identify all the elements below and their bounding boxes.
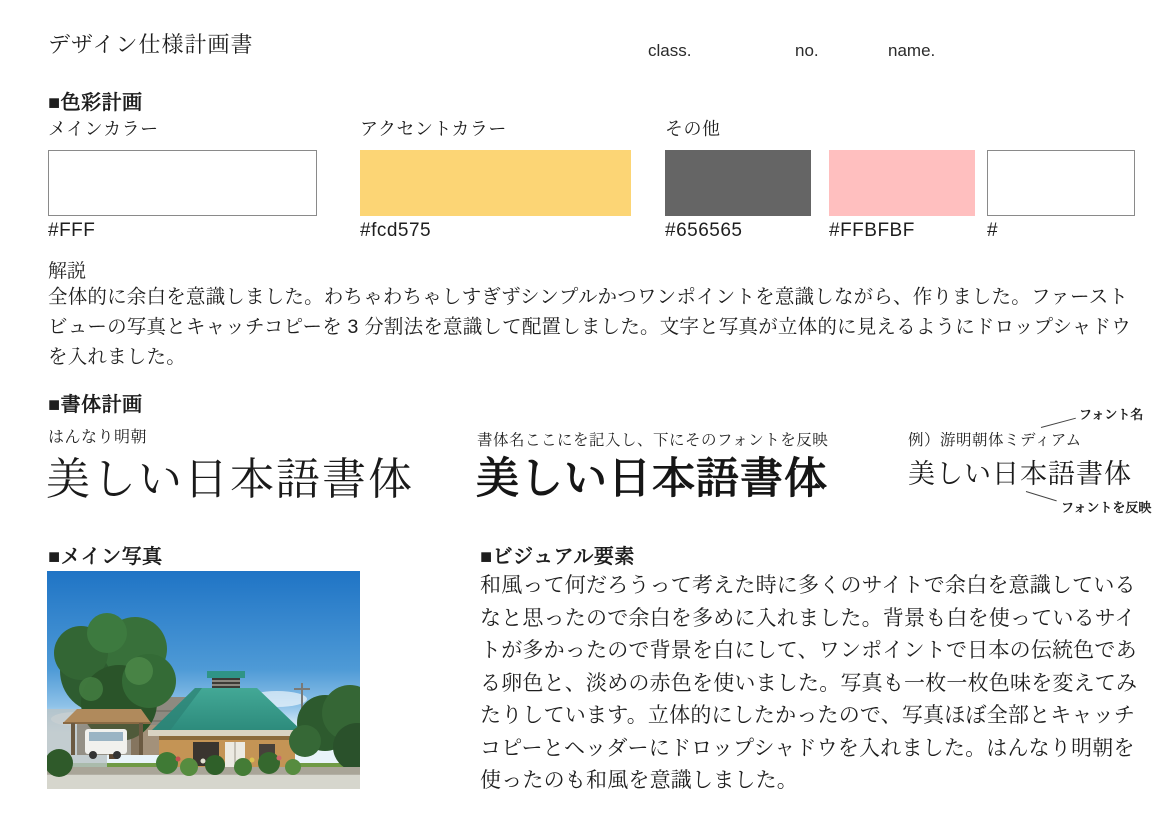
font-reflect-annotation: フォントを反映	[1061, 500, 1152, 515]
typeface-sample-3-text: 美しい日本語書体	[908, 459, 1132, 489]
main-photo	[47, 571, 360, 789]
typeface-sample-3-label: 例）游明朝体ミディアム	[908, 432, 1082, 449]
hex-label-other-2: #FFBFBF	[829, 220, 915, 241]
main-color-label: メインカラー	[48, 119, 159, 139]
typeface-sample-2-text: 美しい日本語書体	[476, 455, 828, 503]
name-field-label: name.	[888, 41, 936, 60]
color-plan-heading: ■色彩計画	[48, 92, 143, 114]
annotation-line-top	[1041, 418, 1076, 428]
other-color-label: その他	[665, 119, 721, 139]
visual-elements-body: 和風って何だろうって考えた時に多くのサイトで余白を意識しているなと思ったので余白を多めに入れました。背景も白を使っているサイトが多かったので背景を白にして、ワンポイントで日本の伝統色である卵色と、淡めの赤色を使いました。写真も一枚一枚色味を変えてみたりしています。立体的にしたかったので、写真ほぼ全部とキャッチコピーとヘッダーにドロップシャドウを入れました。はんなり明朝を使ったのも和風を意識しました。	[480, 574, 1138, 792]
hex-label-main: #FFF	[48, 220, 96, 241]
visual-elements-heading: ■ビジュアル要素	[480, 546, 635, 568]
photo-road	[47, 774, 360, 789]
color-swatch-other-1	[665, 150, 811, 216]
page-title: デザイン仕様計画書	[48, 32, 254, 57]
color-swatch-main	[48, 150, 317, 216]
annotation-line-bottom	[1026, 491, 1057, 501]
font-name-annotation: フォント名	[1079, 407, 1144, 422]
explanation-body: 全体的に余白を意識しました。わちゃわちゃしすぎずシンプルかつワンポイントを意識しながら、作りました。ファーストビューの写真とキャッチコピーを 3 分割法を意識して配置しました。文字と写真が立体的に見えるようにドロップシャドウを入れました。	[48, 286, 1131, 368]
no-field-label: no.	[795, 41, 819, 60]
main-photo-image	[47, 571, 360, 789]
color-swatch-other-3	[987, 150, 1135, 216]
explanation-heading: 解説	[48, 261, 87, 282]
class-field-label: class.	[648, 41, 692, 60]
typeface-sample-1-label: はんなり明朝	[48, 429, 148, 446]
hex-label-accent: #fcd575	[360, 220, 432, 241]
color-swatch-accent	[360, 150, 631, 216]
accent-color-label: アクセントカラー	[360, 119, 507, 139]
typeface-sample-1-text: 美しい日本語書体	[46, 455, 414, 504]
typeface-sample-2-label: 書体名ここにを記入し、下にそのフォントを反映	[477, 432, 829, 449]
hex-label-other-1: #656565	[665, 220, 743, 241]
hex-label-other-3: #	[987, 220, 999, 241]
typeface-plan-heading: ■書体計画	[48, 394, 143, 416]
main-photo-heading: ■メイン写真	[48, 546, 163, 568]
color-swatch-other-2	[829, 150, 975, 216]
